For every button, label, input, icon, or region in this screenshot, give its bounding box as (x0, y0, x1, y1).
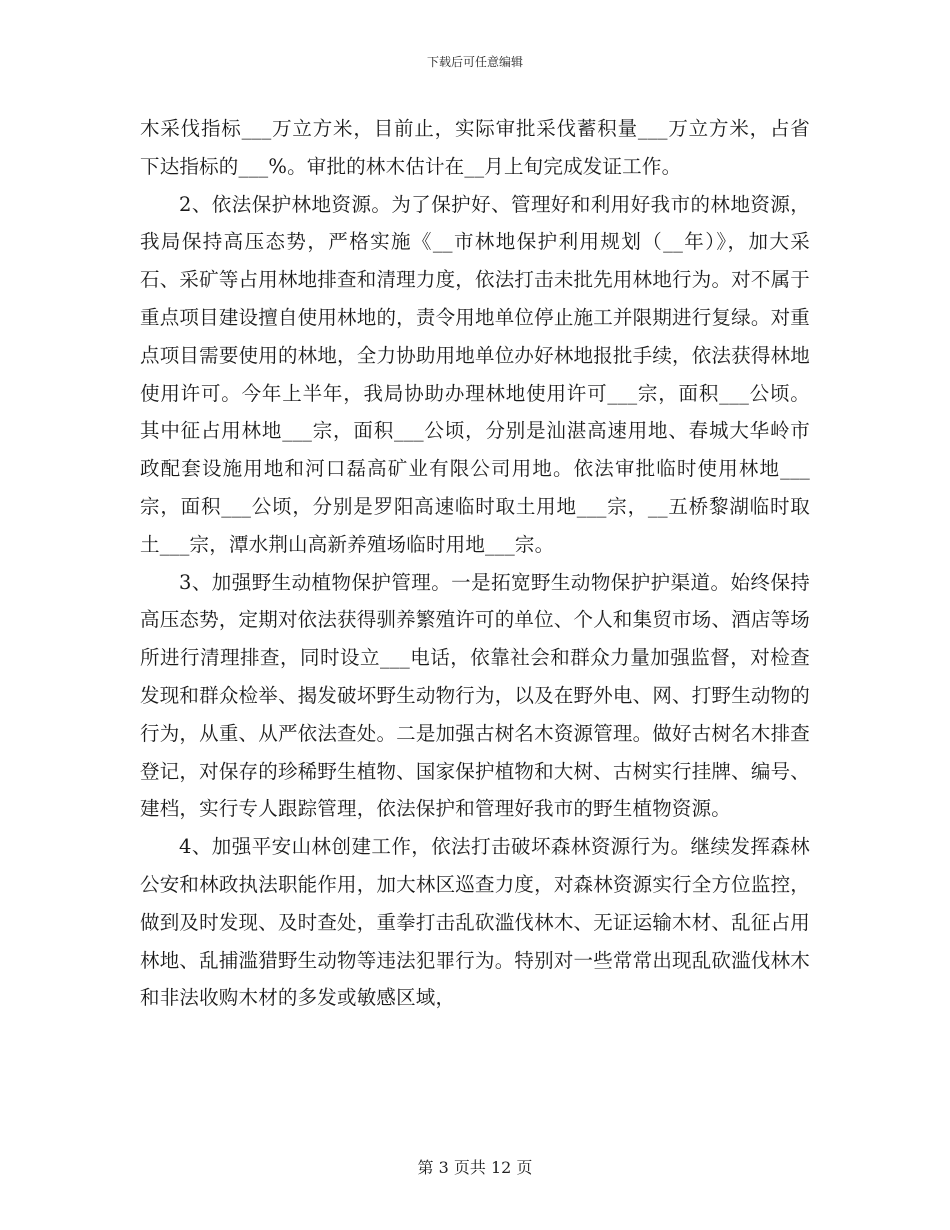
document-body (140, 110, 810, 1017)
page-number: 第 3 页共 12 页 (417, 1158, 533, 1177)
page-header-note: 下载后可任意编辑 (426, 55, 523, 69)
paragraph-forest-land-protection: 2、依法保护林地资源。为了保护好、管理好和利用好我市的林地资源，我局保持高压态势，严格实施《__市林地保护利用规划（__年）》，加大采石、采矿等占用林地排查和清理力度，依法打击未批先用林地行为。对不属于重点项目建设擅自使用林地的，责令用地单位停止施工并限期进行复绿。对重点项目需要使用的林地，全力协助用地单位办好林地报批手续，依法获得林地使用许可。今年上半年，我局协助办理林地使用许可___宗，面积___公顷。其中征占用林地___宗，面积___公顷，分别是汕湛高速用地、春城大华岭市政配套设施用地和河口磊高矿业有限公司用地。依法审批临时使用林地___宗，面积___公顷，分别是罗阳高速临时取土用地___宗，__五桥黎湖临时取土___宗，潭水荆山高新养殖场临时用地___宗。 (140, 192, 810, 556)
paragraph-safe-forest-initiative: 4、加强平安山林创建工作，依法打击破坏森林资源行为。继续发挥森林公安和林政执法职能作用，加大林区巡查力度，对森林资源实行全方位监控，做到及时发现、及时查处，重拳打击乱砍滥伐林木、无证运输木材、乱征占用林地、乱捕滥猎野生动物等违法犯罪行为。特别对一些常常出现乱砍滥伐林木和非法收购木材的多发或敏感区域， (140, 835, 810, 1010)
paragraph-continuation: 木采伐指标___万立方米，目前止，实际审批采伐蓄积量___万立方米，占省下达指标的___%。审批的林木估计在__月上旬完成发证工作。 (140, 117, 810, 178)
paragraph-wildlife-protection: 3、加强野生动植物保护管理。一是拓宽野生动物保护护渠道。始终保持高压态势，定期对依法获得驯养繁殖许可的单位、个人和集贸市场、酒店等场所进行清理排查，同时设立___电话，依靠社会和群众力量加强监督，对检查发现和群众检举、揭发破坏野生动物行为，以及在野外电、网、打野生动物的行为，从重、从严依法查处。二是加强古树名木资源管理。做好古树名木排查登记，对保存的珍稀野生植物、国家保护植物和大树、古树实行挂牌、编号、建档，实行专人跟踪管理，依法保护和管理好我市的野生植物资源。 (140, 570, 810, 821)
